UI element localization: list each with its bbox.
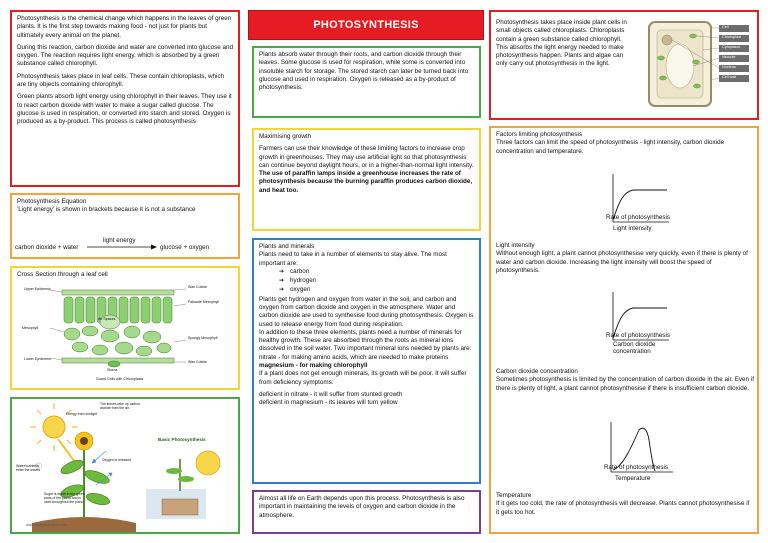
deficiency-magnesium: deficient in magnesium - its leaves will turn yellow [259, 399, 398, 407]
plants-minerals-box [252, 238, 481, 484]
equation-note: 'Light energy' is shown in brackets because it is not a substance [17, 206, 196, 214]
label-water-nutrients: Water/nutrients enter the leaves [16, 464, 41, 472]
label-air-spaces: Air Spaces [98, 317, 116, 321]
label-stoma: Stoma [107, 368, 118, 372]
label-spongy: Spongy Mesophyll [188, 336, 218, 340]
plant-illustration-box [10, 397, 240, 534]
label-guard-cells: Guard Cells with Chloroplasts [96, 377, 144, 381]
cell-label-vacuole: Vacuole [722, 55, 736, 59]
elements-list [279, 268, 474, 295]
equation-box [10, 193, 240, 259]
page-title: PHOTOSYNTHESIS [248, 10, 484, 40]
label-takes-up-co2: The leaves take up carbon dioxide from the air. [100, 402, 140, 410]
temperature-heading: Temperature [496, 492, 532, 499]
reaction-paragraph: During this reaction, carbon dioxide and water are converted into glucose and oxygen. The reaction requires light energy, which is absorbed by a green substance called chlorophyll. [17, 43, 233, 68]
life-on-earth-box [252, 490, 481, 534]
graph3-xlabel: Temperature [615, 475, 651, 482]
light-heading: Light intensity [496, 242, 535, 249]
label-energy-sunlight: Energy from sunlight [66, 412, 98, 416]
cell-label-nucleus: Nucleus [722, 65, 736, 69]
light-section [496, 242, 754, 275]
label-oxygen-released: Oxygen is released [102, 458, 132, 462]
intro-definition-box [10, 10, 240, 187]
deficiency-nitrate: deficient in nitrate - it will suffer from stunted growth [259, 390, 403, 398]
glucose-use-box [252, 46, 481, 118]
label-sugar-made: Sugar is made in the green parts of the plants and is used throughout the plant. [44, 492, 85, 504]
label-wax-cuticle-bottom: Wax Cuticle [188, 360, 208, 364]
glucose-use-text: Plants absorb water through their roots, and carbon dioxide through their leaves. Some glucose is used for respiration, while some is converted into insoluble starch for storage. The stored starch can later be turned back into glucose and used in respiration. Oxygen is released as a by-product of photosynthesis. [259, 51, 469, 92]
definition-paragraph: Photosynthesis is the chemical change which happens in the leaves of green plants. It is the first step towards making food - not just for plants but ultimately every animal on the planet. [17, 15, 232, 39]
maximising-text [259, 145, 474, 195]
equation-reactants: carbon dioxide + water [15, 244, 79, 251]
co2-section [496, 368, 754, 393]
label-mesophyll: Mesophyll [22, 326, 39, 330]
list-item: ➔ carbon [279, 268, 474, 277]
maximising-text-normal: Farmers can use their knowledge of these limiting factors to increase crop growth in greenhouses. They may use artificial light so that photosynthesis can continue beyond daylight hours, or in a higher-than-normal light intensity. [259, 145, 474, 169]
equation-heading: Photosynthesis Equation [17, 198, 87, 205]
plant-cell-diagram [641, 18, 753, 112]
magnesium-line: magnesium - for making chlorophyll [259, 361, 368, 369]
cell-label-cell: Cell [722, 25, 729, 29]
minerals-intro: Plants need to take in a number of elements to stay alive. The most important are: [259, 251, 447, 267]
deficiency-paragraph: If a plant does not get enough minerals, its growth will be poor. It will suffer from deficiency symptoms: [259, 370, 467, 386]
label-palisade: Palisade Mesophyll [188, 300, 219, 304]
label-upper-epidermis: Upper Epidermis [24, 287, 51, 291]
maximising-heading: Maximising growth [259, 133, 312, 140]
graph2-ylabel: Rate of photosynthesis [606, 332, 671, 339]
leaf-section-box [10, 266, 240, 390]
maximising-growth-box [252, 128, 481, 231]
light-text: Without enough light, a plant cannot photosynthesise very quickly, even if there is plenty of water and carbon dioxide. Increasing the light intensity will boost the speed of photosynthesis. [496, 250, 748, 274]
life-on-earth-text: Almost all life on Earth depends upon this process. Photosynthesis is also important in maintaining the levels of oxygen and carbon dioxide in the atmosphere. [259, 495, 465, 519]
co2-heading: Carbon dioxide concentration [496, 368, 578, 375]
equation-products: glucose + oxygen [160, 244, 210, 251]
summary-paragraph: Green plants absorb light energy using chlorophyll in their leaves. They use it to react carbon dioxide with water to make a sugar called glucose. The glucose is used in respiration, or converted into starch and stored. Oxygen is produced as a by-product. This process is called photosynthesis [17, 93, 232, 126]
list-item: ➔ hydrogen [279, 277, 474, 286]
minerals-ions-paragraph: In addition to these three elements, plants need a number of minerals for healthy growth. These are absorbed through the roots as mineral ions dissolved in the soil water. Two important mineral ions needed by plants are: [259, 328, 472, 353]
limiting-factors-box [489, 126, 759, 534]
leaf-section-heading: Cross Section through a leaf cell [17, 271, 108, 278]
minerals-water-paragraph: Plants get hydrogen and oxygen from water in the soil, and carbon and oxygen from carbon dioxide and oxygen in the atmosphere. Water and carbon dioxide are used to synthesise food during photosynthesis. Oxygen is used to release energy from food during respiration. [259, 295, 474, 328]
co2-text: Sometimes photosynthesis is limited by the concentration of carbon dioxide in the air. Even if there is plenty of light, a plant cannot photosynthesise if there is insufficient carbon dioxide. [496, 376, 754, 392]
cell-label-cell-wall: Cell wall [722, 75, 737, 79]
illustration-credit: www.exploringnature.com [26, 523, 68, 527]
maximising-text-bold: The use of paraffin lamps inside a greenhouse increases the rate of photosynthesis because the burning paraffin produces carbon dioxide, and heat too. [259, 170, 473, 194]
minerals-heading: Plants and minerals [259, 243, 315, 250]
limiting-heading: Factors limiting photosynthesis [496, 131, 583, 138]
cell-label-cytoplasm: Cytoplasm [722, 45, 740, 49]
temperature-text: If it gets too cold, the rate of photosynthesis will decrease. Plants cannot photosynthesise if it gets too hot. [496, 500, 750, 516]
word-equation [15, 238, 231, 256]
chloroplast-box [489, 10, 759, 120]
nitrate-line: nitrate - for making amino acids, which are needed to make proteins [259, 353, 449, 361]
cell-label-chloroplast: Chloroplast [722, 35, 742, 39]
leaf-cross-section-diagram [40, 284, 212, 384]
label-wax-cuticle-top: Wax Cuticle [188, 285, 208, 289]
label-lower-epidermis: Lower Epidermis [24, 357, 51, 361]
label-basic-photosynthesis: Basic Photosynthesis [158, 437, 206, 442]
temperature-section [496, 492, 754, 517]
reaction-arrow-icon [87, 244, 159, 250]
limiting-intro: Three factors can limit the speed of photosynthesis - light intensity, carbon dioxide concentration and temperature. [496, 139, 725, 155]
list-item: ➔ oxygen [279, 286, 474, 295]
equation-condition: light energy [103, 237, 136, 244]
chloroplast-text: Photosynthesis takes place inside plant cells in small objects called chloroplasts. Chloroplasts contain a green substance called chlorophyll. This absorbs the light energy needed to make photosynthesis happen. Plants and algae can only carry out photosynthesis in the light. [496, 19, 627, 68]
graph2-xlabel: Carbon dioxide concentration [613, 341, 656, 355]
graph1-ylabel: Rate of photosynthesis [606, 214, 671, 221]
graph3-ylabel: Rate of photosynthesis [604, 464, 669, 471]
svg-text:©: © [34, 462, 43, 472]
leaf-cells-paragraph: Photosynthesis takes place in leaf cells. These contain chloroplasts, which are tiny objects containing chlorophyll. [17, 72, 225, 89]
graph1-xlabel: Light intensity [613, 225, 652, 232]
